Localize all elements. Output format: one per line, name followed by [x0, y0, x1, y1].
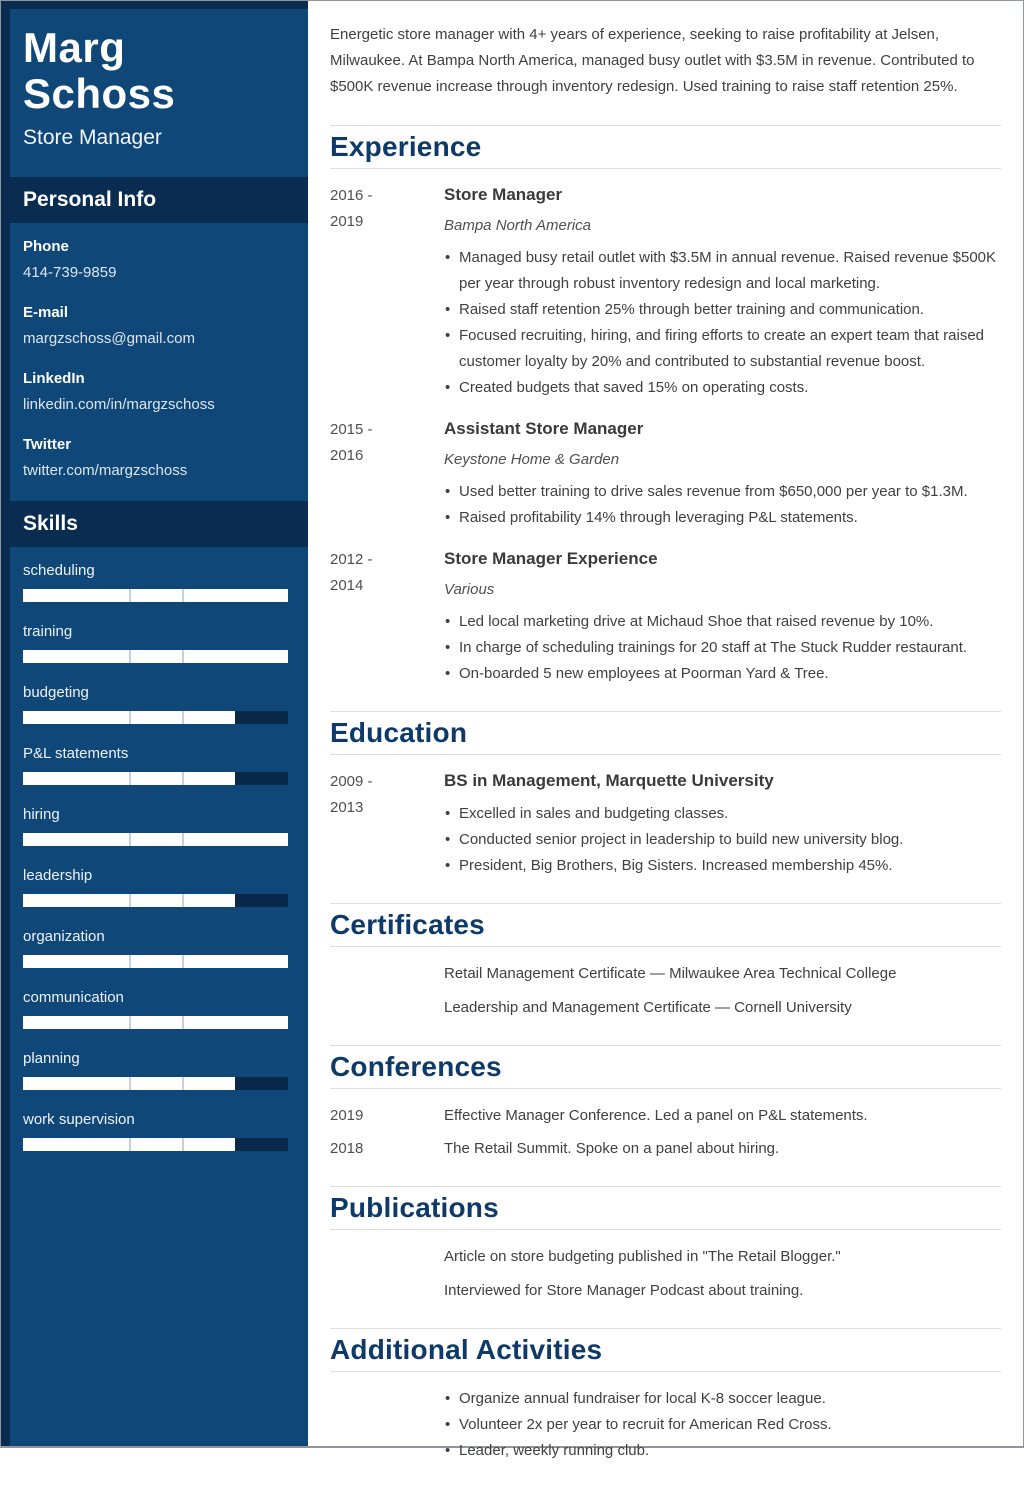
- entry-date-to: 2016: [330, 447, 364, 464]
- skill-label: P&L statements: [23, 745, 129, 762]
- skill-item: [23, 988, 288, 1029]
- entry-bullets: [444, 609, 1001, 687]
- skill-bar-separator: [182, 1016, 184, 1029]
- skill-bar: [23, 1138, 288, 1151]
- skill-item: [23, 622, 288, 663]
- skill-bar-separator: [182, 1138, 184, 1151]
- contact-label: Phone: [23, 238, 69, 255]
- skill-bar-fill: [23, 589, 288, 602]
- entry-body: [444, 769, 1001, 879]
- bullet-item: • On-boarded 5 new employees at Poorman Yard & Tree.: [444, 661, 1001, 687]
- contact-label: Twitter: [23, 436, 72, 453]
- entry-title: Assistant Store Manager: [444, 419, 644, 438]
- line-date-spacer: [330, 1244, 444, 1270]
- skill-bar-separator: [129, 894, 131, 907]
- sidebar: [1, 1, 308, 1446]
- skill-bar: [23, 1016, 288, 1029]
- entry-title: Store Manager: [444, 185, 563, 204]
- entry-subtitle: Various: [444, 581, 495, 598]
- skill-bar-separator: [182, 711, 184, 724]
- entry-subtitle: Keystone Home & Garden: [444, 451, 620, 468]
- section-body: [330, 1089, 1001, 1186]
- skills-heading: Skills: [1, 501, 308, 547]
- resume-section: [330, 1045, 1001, 1186]
- entry-body: [444, 1386, 1001, 1464]
- entry-date: [330, 417, 444, 531]
- personal-info-list: [1, 223, 308, 481]
- resume-section: [330, 903, 1001, 1045]
- line-body: [444, 995, 1001, 1021]
- line-date-spacer: [330, 1278, 444, 1304]
- resume-section: [330, 1186, 1001, 1328]
- contact-item: [23, 237, 288, 283]
- skill-bar-fill: [23, 650, 288, 663]
- contact-label: LinkedIn: [23, 370, 85, 387]
- entry-subtitle: Bampa North America: [444, 217, 591, 234]
- section-heading: Conferences: [330, 1046, 1001, 1089]
- skill-bar: [23, 1077, 288, 1090]
- resume-entry: [330, 417, 1001, 531]
- skill-bar-separator: [129, 955, 131, 968]
- skill-label: leadership: [23, 867, 93, 884]
- skill-bar-separator: [129, 772, 131, 785]
- contact-label: E-mail: [23, 304, 69, 321]
- entry-date-from: 2012 -: [330, 551, 373, 568]
- section-body: [330, 755, 1001, 903]
- contact-item: [23, 303, 288, 349]
- section-body: [330, 1372, 1001, 1488]
- contact-item: [23, 369, 288, 415]
- skill-label: planning: [23, 1050, 80, 1067]
- section-body: [330, 947, 1001, 1045]
- skill-bar-separator: [129, 589, 131, 602]
- entry-bullets: [444, 245, 1001, 401]
- skill-bar-separator: [182, 650, 184, 663]
- bullet-item: • President, Big Brothers, Big Sisters. Increased membership 45%.: [444, 853, 1001, 879]
- resume-sections: [330, 125, 1001, 1488]
- entry-date-from: 2009 -: [330, 773, 373, 790]
- skill-bar: [23, 894, 288, 907]
- section-body: [330, 1230, 1001, 1328]
- line-body: [444, 961, 1001, 987]
- skill-bar-separator: [182, 894, 184, 907]
- skill-label: communication: [23, 989, 124, 1006]
- entry-date-from: 2015 -: [330, 421, 373, 438]
- skill-bar: [23, 589, 288, 602]
- row-body: [444, 1103, 1001, 1129]
- resume-section: [330, 125, 1001, 711]
- person-name: Marg Schoss: [23, 24, 176, 117]
- bullet-item: • Conducted senior project in leadership to build new university blog.: [444, 827, 1001, 853]
- line-body: [444, 1244, 1001, 1270]
- section-heading: Publications: [330, 1187, 1001, 1230]
- resume-line: [330, 1244, 1001, 1270]
- skill-bar-separator: [129, 833, 131, 846]
- skill-bar-fill: [23, 955, 288, 968]
- row-text: The Retail Summit. Spoke on a panel about hiring.: [444, 1140, 780, 1157]
- bullet-item: • Focused recruiting, hiring, and firing efforts to create an expert team that raised customer loyalty by 20% and contributed to substantial revenue boost.: [444, 323, 1001, 375]
- skill-bar-fill: [23, 833, 288, 846]
- skill-item: [23, 1049, 288, 1090]
- line-body: [444, 1278, 1001, 1304]
- bullet-item: • Volunteer 2x per year to recruit for American Red Cross.: [444, 1412, 1001, 1438]
- sidebar-top-strip: [1, 1, 308, 9]
- resume-line: [330, 961, 1001, 987]
- skill-item: [23, 744, 288, 785]
- bullet-item: • Raised staff retention 25% through better training and communication.: [444, 297, 1001, 323]
- line-text: Retail Management Certificate — Milwaukee Area Technical College: [444, 965, 897, 982]
- personal-info-heading: Personal Info: [1, 177, 308, 223]
- bullet-item: • Leader, weekly running club.: [444, 1438, 1001, 1464]
- entry-title: Store Manager Experience: [444, 549, 658, 568]
- skill-item: [23, 866, 288, 907]
- entry-body: [444, 417, 1001, 531]
- row-year: 2018: [330, 1140, 364, 1157]
- entry-date: [330, 547, 444, 687]
- resume-section: [330, 1328, 1001, 1488]
- skill-bar-separator: [182, 955, 184, 968]
- resume-line: [330, 995, 1001, 1021]
- entry-date-from: 2016 -: [330, 187, 373, 204]
- skill-label: budgeting: [23, 684, 89, 701]
- resume-entry: [330, 769, 1001, 879]
- line-text: Leadership and Management Certificate — Cornell University: [444, 999, 852, 1016]
- bullet-item: • Excelled in sales and budgeting classes.: [444, 801, 1001, 827]
- skill-bar-separator: [129, 1077, 131, 1090]
- skill-label: scheduling: [23, 562, 95, 579]
- entry-body: [444, 183, 1001, 401]
- section-heading: Experience: [330, 126, 1001, 169]
- skill-item: [23, 927, 288, 968]
- resume-row: [330, 1103, 1001, 1129]
- entry-body: [444, 547, 1001, 687]
- skill-bar-separator: [182, 1077, 184, 1090]
- entry-bullets: [444, 1386, 1001, 1464]
- bullet-item: • In charge of scheduling trainings for 20 staff at The Stuck Rudder restaurant.: [444, 635, 1001, 661]
- skill-bar-fill: [23, 1016, 288, 1029]
- bullet-item: • Managed busy retail outlet with $3.5M in annual revenue. Raised revenue $500K per year through robust inventory redesign and local marketing.: [444, 245, 1001, 297]
- entry-date-to: 2014: [330, 577, 364, 594]
- resume-entry: [330, 1386, 1001, 1464]
- skill-item: [23, 1110, 288, 1151]
- skill-bar-separator: [129, 1016, 131, 1029]
- skill-bar-separator: [182, 589, 184, 602]
- line-date-spacer: [330, 995, 444, 1021]
- skill-bar-separator: [182, 772, 184, 785]
- skills-list: [1, 547, 308, 1151]
- entry-date: [330, 1386, 444, 1464]
- skill-bar-separator: [129, 711, 131, 724]
- entry-date-to: 2019: [330, 213, 364, 230]
- row-body: [444, 1136, 1001, 1162]
- resume-entry: [330, 183, 1001, 401]
- row-year: 2019: [330, 1107, 364, 1124]
- contact-item: [23, 435, 288, 481]
- bullet-item: • Raised profitability 14% through leveraging P&L statements.: [444, 505, 1001, 531]
- section-heading: Certificates: [330, 904, 1001, 947]
- bullet-item: • Created budgets that saved 15% on operating costs.: [444, 375, 1001, 401]
- bullet-item: • Organize annual fundraiser for local K-8 soccer league.: [444, 1386, 1001, 1412]
- line-date-spacer: [330, 961, 444, 987]
- skill-label: training: [23, 623, 73, 640]
- main-content: [308, 1, 1023, 1488]
- entry-date: [330, 769, 444, 879]
- contact-value: margzschoss@gmail.com: [23, 330, 195, 347]
- entry-bullets: [444, 479, 1001, 531]
- skill-bar-separator: [182, 833, 184, 846]
- resume-entry: [330, 547, 1001, 687]
- section-heading: Additional Activities: [330, 1329, 1001, 1372]
- entry-date-to: 2013: [330, 799, 364, 816]
- professional-summary: Energetic store manager with 4+ years of experience, seeking to raise profitability at Jelsen, Milwaukee. At Bampa North America, managed busy outlet with $3.5M in revenue. Contributed to $500K revenue increase through inventory redesign. Used training to raise staff retention 25%.: [330, 26, 975, 95]
- bullet-item: • Used better training to drive sales revenue from $650,000 per year to $1.3M.: [444, 479, 1001, 505]
- line-text: Article on store budgeting published in "The Retail Blogger.": [444, 1248, 841, 1265]
- skill-bar-separator: [129, 650, 131, 663]
- contact-value: twitter.com/margzschoss: [23, 462, 188, 479]
- skill-bar: [23, 833, 288, 846]
- skill-bar-separator: [129, 1138, 131, 1151]
- contact-value: 414-739-9859: [23, 264, 117, 281]
- section-body: [330, 169, 1001, 711]
- resume-section: [330, 711, 1001, 903]
- skill-label: hiring: [23, 806, 60, 823]
- resume-line: [330, 1278, 1001, 1304]
- person-job-title: Store Manager: [23, 126, 162, 149]
- skill-label: work supervision: [23, 1111, 135, 1128]
- resume-row: [330, 1136, 1001, 1162]
- skill-bar: [23, 711, 288, 724]
- line-text: Interviewed for Store Manager Podcast about training.: [444, 1282, 804, 1299]
- skill-label: organization: [23, 928, 105, 945]
- skill-item: [23, 561, 288, 602]
- row-text: Effective Manager Conference. Led a panel on P&L statements.: [444, 1107, 868, 1124]
- section-heading: Education: [330, 712, 1001, 755]
- sidebar-accent-strip: [1, 1, 10, 1446]
- entry-bullets: [444, 801, 1001, 879]
- entry-title: BS in Management, Marquette University: [444, 771, 774, 790]
- skill-bar: [23, 650, 288, 663]
- contact-value: linkedin.com/in/margzschoss: [23, 396, 215, 413]
- skill-bar: [23, 772, 288, 785]
- skill-item: [23, 805, 288, 846]
- entry-date: [330, 183, 444, 401]
- bullet-item: • Led local marketing drive at Michaud Shoe that raised revenue by 10%.: [444, 609, 1001, 635]
- skill-item: [23, 683, 288, 724]
- skill-bar: [23, 955, 288, 968]
